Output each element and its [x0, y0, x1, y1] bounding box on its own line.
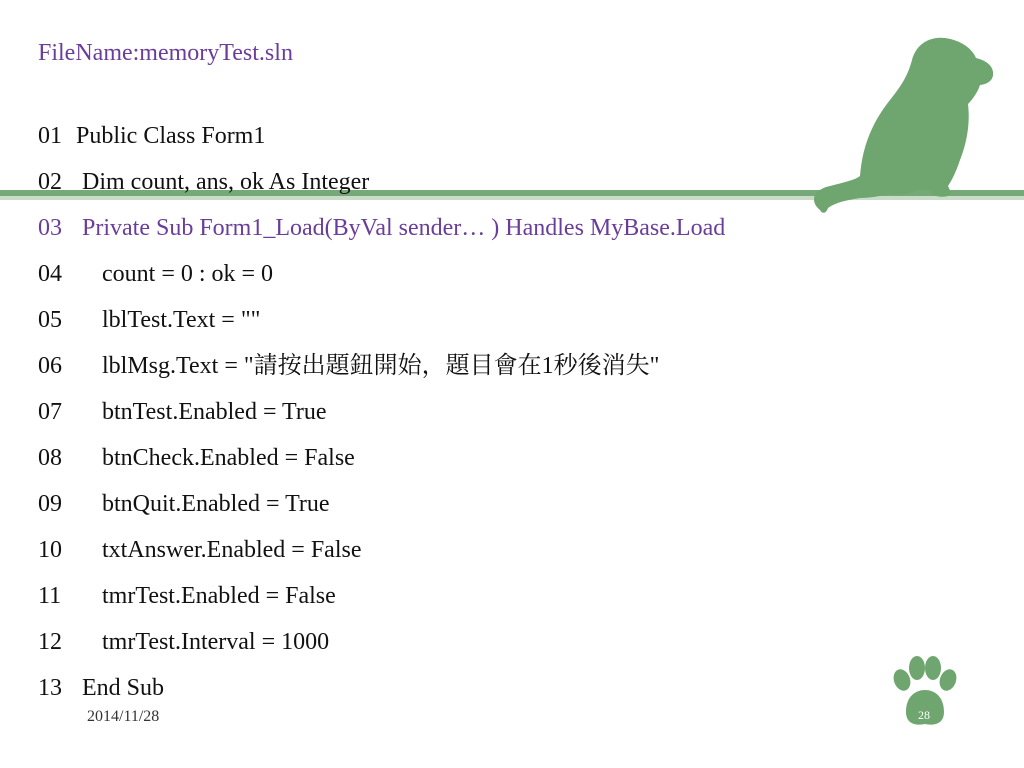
code-listing	[38, 118, 725, 716]
code-line-03	[38, 210, 725, 256]
code-line-06	[38, 348, 725, 394]
line-number: 10	[38, 537, 62, 563]
code-text: btnTest.Enabled = True	[102, 399, 327, 425]
code-text: btnCheck.Enabled = False	[102, 445, 355, 471]
code-line-11	[38, 578, 725, 624]
code-text: tmrTest.Interval = 1000	[102, 629, 330, 655]
code-text: Public Class Form1	[76, 123, 266, 149]
line-number: 08	[38, 445, 62, 471]
line-number: 07	[38, 399, 62, 425]
line-number: 13	[38, 675, 62, 701]
line-number: 05	[38, 307, 62, 333]
line-number: 09	[38, 491, 62, 517]
code-line-01	[38, 118, 725, 164]
line-number: 01	[38, 123, 62, 149]
line-number: 12	[38, 629, 62, 655]
code-line-10	[38, 532, 725, 578]
page-number: 28	[918, 708, 930, 722]
dog-silhouette-icon	[800, 30, 1000, 220]
code-line-12	[38, 624, 725, 670]
code-text: Private Sub Form1_Load(ByVal sender… ) Handles MyBase.Load	[76, 215, 726, 241]
code-line-09	[38, 486, 725, 532]
code-text: tmrTest.Enabled = False	[102, 583, 336, 609]
line-number: 03	[38, 215, 62, 241]
code-line-05	[38, 302, 725, 348]
line-number: 11	[38, 583, 62, 609]
code-line-08	[38, 440, 725, 486]
code-text: txtAnswer.Enabled = False	[102, 537, 362, 563]
code-line-07	[38, 394, 725, 440]
slide-date: 2014/11/28	[87, 708, 160, 725]
code-text: count = 0 : ok = 0	[102, 261, 274, 287]
code-line-02	[38, 164, 725, 210]
line-number: 06	[38, 353, 62, 379]
code-text: lblTest.Text = ""	[102, 307, 261, 333]
code-text: lblMsg.Text = "請按出題鈕開始，題目會在1秒後消失"	[102, 353, 660, 379]
code-text: End Sub	[76, 675, 165, 701]
code-text: btnQuit.Enabled = True	[102, 491, 330, 517]
code-text: Dim count, ans, ok As Integer	[76, 169, 370, 195]
line-number: 02	[38, 169, 62, 195]
line-number: 04	[38, 261, 62, 287]
slide-title: FileName:memoryTest.sln	[38, 40, 293, 66]
code-line-04	[38, 256, 725, 302]
